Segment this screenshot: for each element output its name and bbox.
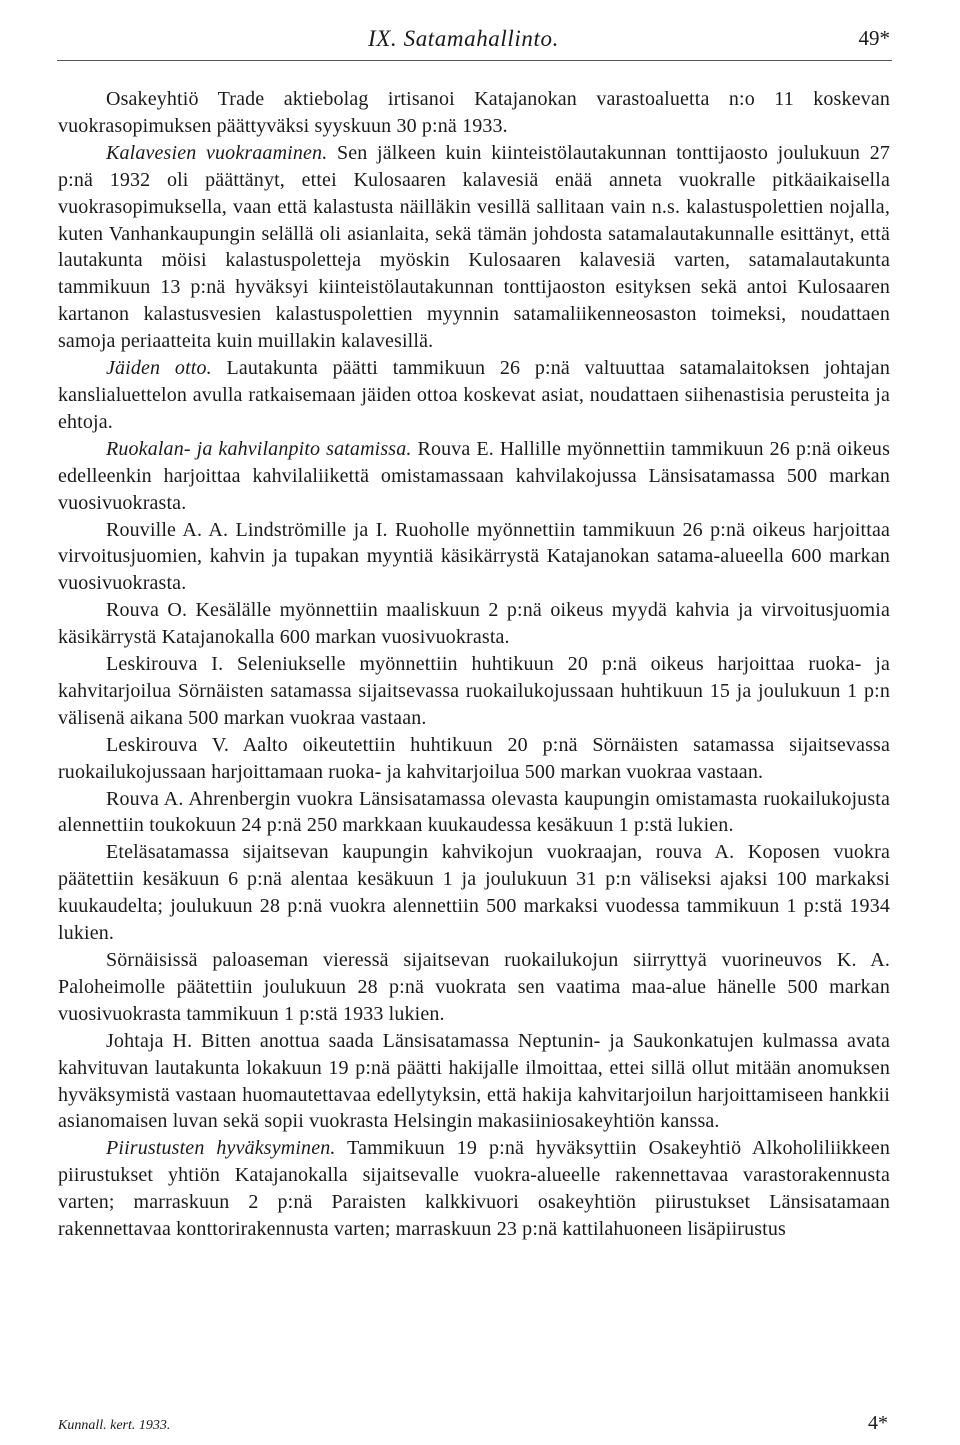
paragraph-text: Sörnäisissä paloaseman vieressä sijaitsevan ruokailukojun siirryttyä vuorineuvos K. A. Paloheimolle päätettiin joulukuun 28 p:nä vuokrata sen vaatima maa-alue hänelle 500 markan vuosivuokrasta tammikuun 1 p:stä 1933 lukien.: [58, 949, 890, 1025]
signature-mark: 4*: [868, 1412, 888, 1434]
page-footer: [58, 1412, 888, 1440]
paragraph: [58, 786, 890, 840]
paragraph: [58, 947, 890, 1028]
paragraph: [58, 597, 890, 651]
paragraph-text: Rouville A. A. Lindströmille ja I. Ruoholle myönnettiin tammikuun 26 p:nä oikeus harjoittaa virvoitusjuomien, kahvin ja tupakan myyntiä käsikärrystä Katajanokan satama-alueella 600 markan vuosivuokrasta.: [58, 518, 890, 595]
paragraph: [58, 839, 890, 947]
source-note: Kunnall. kert. 1933.: [58, 1418, 171, 1433]
header-rule: [57, 60, 892, 61]
paragraph-lead: Jäiden otto.: [106, 357, 212, 380]
paragraph-lead: Piirustusten hyväksyminen.: [106, 1137, 336, 1160]
paragraph-lead: Kalavesien vuokraaminen.: [106, 141, 328, 164]
paragraph: [58, 1028, 890, 1136]
paragraph: [58, 436, 890, 517]
body-text: [58, 86, 890, 1243]
paragraph-text: Rouva A. Ahrenbergin vuokra Länsisatamassa olevasta kaupungin omistamasta ruokailukojusta alennettiin toukokuun 24 p:nä 250 markkaan kuukaudessa kesäkuun 1 p:stä lukien.: [58, 787, 890, 837]
paragraph: [58, 86, 890, 140]
paragraph-text: Johtaja H. Bitten anottua saada Länsisatamassa Neptunin- ja Saukonkatujen kulmassa avata kahvituvan lautakunta lokakuun 19 p:nä päätti hakijalle ilmoittaa, ettei sillä ollut mitään anomuksen hyväksymistä vastaan huomautettavaa edellytyksin, että hakija kahvitarjoilun harjoittamiseen hankkii asianomaisen luvan sekä sopii vuokrasta Helsingin makasiiniosakeyhtiön kanssa.: [58, 1029, 890, 1133]
paragraph-text: Leskirouva I. Seleniukselle myönnettiin huhtikuun 20 p:nä oikeus harjoittaa ruoka- ja kahvitarjoilua Sörnäisten satamassa sijaitsevassa ruokailukojussaan huhtikuun 15 ja joulukuun 1 p:n välisenä aikana 500 markan vuokraa vastaan.: [58, 653, 890, 729]
page-number: 49*: [858, 26, 890, 50]
paragraph: [58, 651, 890, 732]
paragraph-text: Sen jälkeen kuin kiinteistölautakunnan tonttijaosto joulukuun 27 p:nä 1932 oli päättänyt, ettei Kulosaaren kalavesiä enää anneta vuokralle pitkäaikaisella vuokrasopimuksella, vaan että kalastusta näilläkin vesillä sallitaan vain n.s. kalastuspolettien nojalla, kuten Vanhankaupungin selällä oli asianlaita, sekä tämän johdosta satamalautakunnalle esittänyt, että lautakunta möisi kalastuspoletteja myöskin Kulosaaren kalavesiä varten, satamalautakunta tammikuun 13 p:nä hyväksyi kiinteistölautakunnan tonttijaoston esityksen sekä antoi Kulosaaren kartanon kalastusvesien kalastuspolettien myynnin satamaliikenneosaston toimeksi, noudattaen samoja periaatteita kuin muillakin kalavesillä.: [58, 141, 890, 353]
paragraph-text: Lautakunta päätti tammikuun 26 p:nä valtuuttaa satamalaitoksen johtajan kanslialuettelon avulla ratkaisemaan jäiden ottoa koskevat asiat, noudattaen siihenastisia perusteita ja ehtoja.: [58, 357, 890, 433]
paragraph-text: Tammikuun 19 p:nä hyväksyttiin Osakeyhtiö Alkoholiliikkeen piirustukset yhtiön Katajanokalla sijaitsevalle vuokra-alueelle rakennettavaa varastorakennusta varten; marraskuun 2 p:nä Paraisten kalkkivuori osakeyhtiön piirustukset Länsisatamaan rakennettavaa konttorirakennusta varten; marraskuun 23 p:nä kattilahuoneen lisäpiirustus: [58, 1137, 890, 1241]
paragraph: [58, 517, 890, 598]
paragraph: [58, 732, 890, 786]
running-title: IX. Satamahallinto.: [368, 26, 559, 51]
paragraph-text: Eteläsatamassa sijaitsevan kaupungin kahvikojun vuokraajan, rouva A. Koposen vuokra päätettiin kesäkuun 6 p:nä alentaa kesäkuun 1 ja joulukuun 31 p:n väliseksi ajaksi 100 markaksi kuukaudelta; joulukuun 28 p:nä vuokra alennettiin 500 markaksi vuodessa tammikuun 1 p:stä 1934 lukien.: [58, 841, 890, 945]
paragraph-text: Rouva E. Hallille myönnettiin tammikuun 26 p:nä oikeus edelleenkin harjoittaa kahvilaliikettä omistamassaan kahvilakojussa Länsisatamassa 500 markan vuosivuokrasta.: [58, 437, 890, 514]
paragraph: [58, 1135, 890, 1243]
paragraph-text: Osakeyhtiö Trade aktiebolag irtisanoi Katajanokan varastoaluetta n:o 11 koskevan vuokrasopimuksen päättyväksi syyskuun 30 p:nä 1933.: [58, 88, 890, 137]
paragraph: [58, 355, 890, 436]
paragraph-lead: Ruokalan- ja kahvilanpito satamissa.: [106, 437, 412, 460]
paragraph-text: Leskirouva V. Aalto oikeutettiin huhtikuun 20 p:nä Sörnäisten satamassa sijaitsevassa ruokailukojussaan harjoittamaan ruoka- ja kahvitarjoilua 500 markan vuokraa vastaan.: [58, 733, 890, 783]
paragraph-text: Rouva O. Kesälälle myönnettiin maaliskuun 2 p:nä oikeus myydä kahvia ja virvoitusjuomia käsikärrystä Katajanokalla 600 markan vuosivuokrasta.: [58, 599, 890, 649]
paragraph: [58, 140, 890, 355]
